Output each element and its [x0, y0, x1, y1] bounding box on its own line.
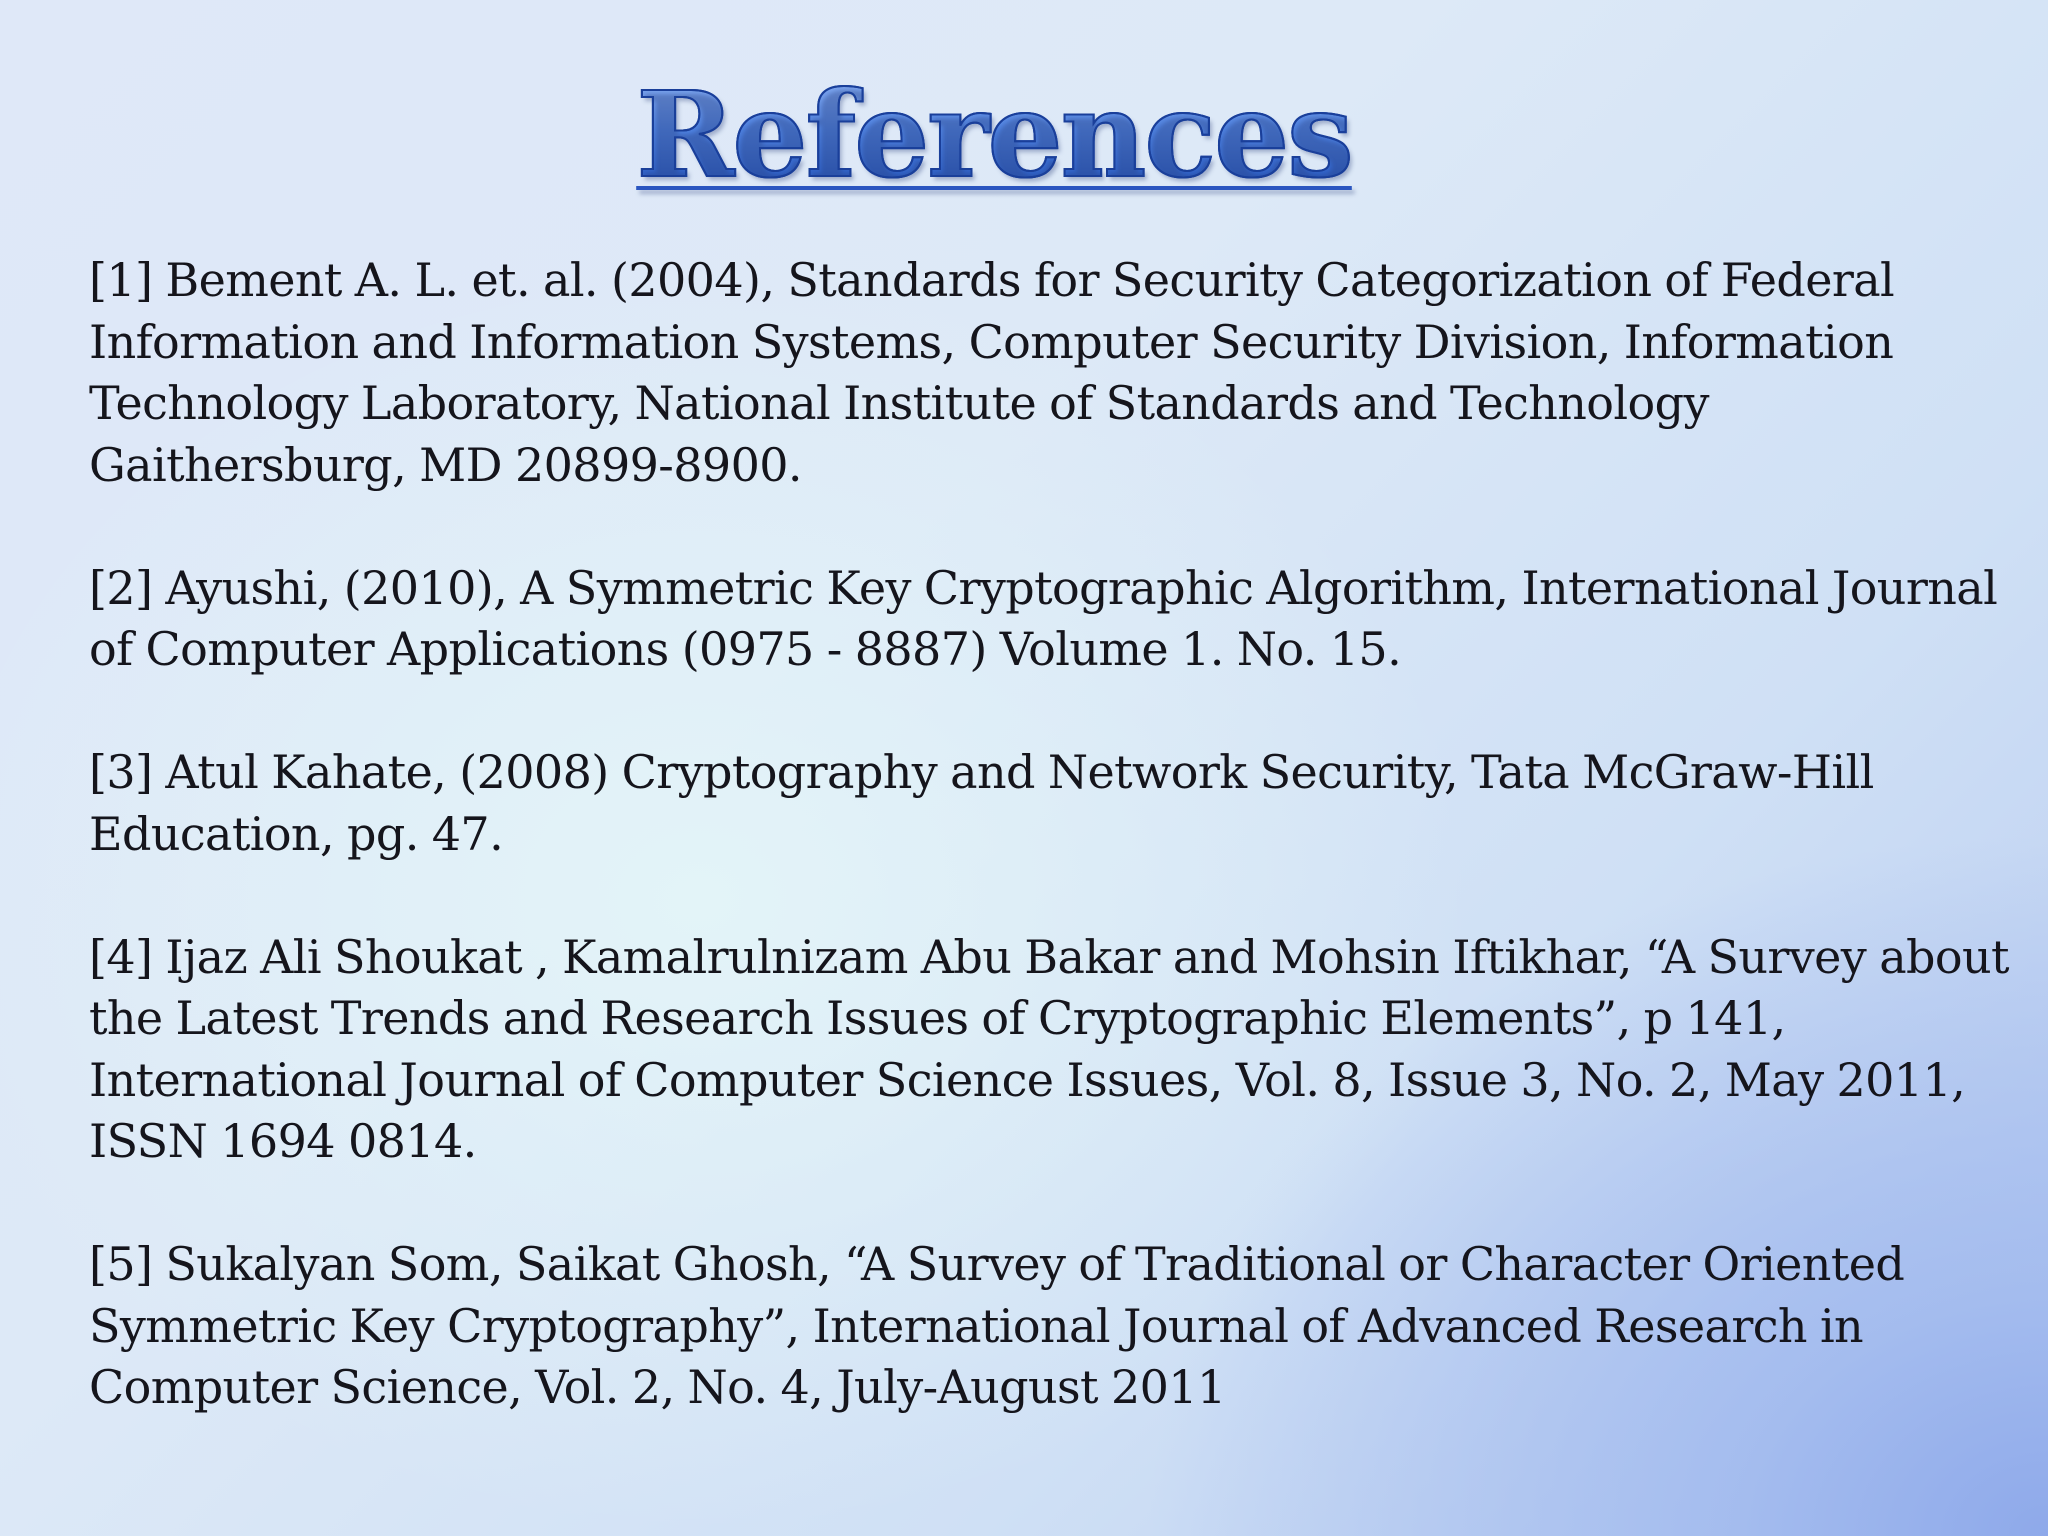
reference-item-1: [1] Bement A. L. et. al. (2004), Standards for Security Categorization of Federal Information and Information Systems, Computer Security Division, Information Technology Laboratory, National Institute of Standards and Technology Gaithersburg, MD 20899-8900. — [89, 253, 1895, 492]
slide-title — [0, 65, 2048, 204]
reference-item-4: [4] Ijaz Ali Shoukat , Kamalrulnizam Abu Bakar and Mohsin Iftikhar, “A Survey about the Latest Trends and Research Issues of Cryptographic Elements”, p 141, International Journal of Computer Science Issues, Vol. 8, Issue 3, No. 2, May 2011, ISSN 1694 0814. — [89, 929, 2009, 1168]
slide-title-text: References — [636, 65, 1352, 204]
reference-item-3: [3] Atul Kahate, (2008) Cryptography and Network Security, Tata McGraw-Hill Education, pg. 47. — [89, 745, 1874, 861]
reference-item-2: [2] Ayushi, (2010), A Symmetric Key Cryptographic Algorithm, International Journal of Computer Applications (0975 - 8887) Volume 1. No. 15. — [89, 560, 1998, 676]
references-list — [89, 250, 2009, 1480]
reference-item-5: [5] Sukalyan Som, Saikat Ghosh, “A Survey of Traditional or Character Oriented Symmetric Key Cryptography”, International Journal of Advanced Research in Computer Science, Vol. 2, No. 4, July-August 2011 — [89, 1237, 1905, 1414]
